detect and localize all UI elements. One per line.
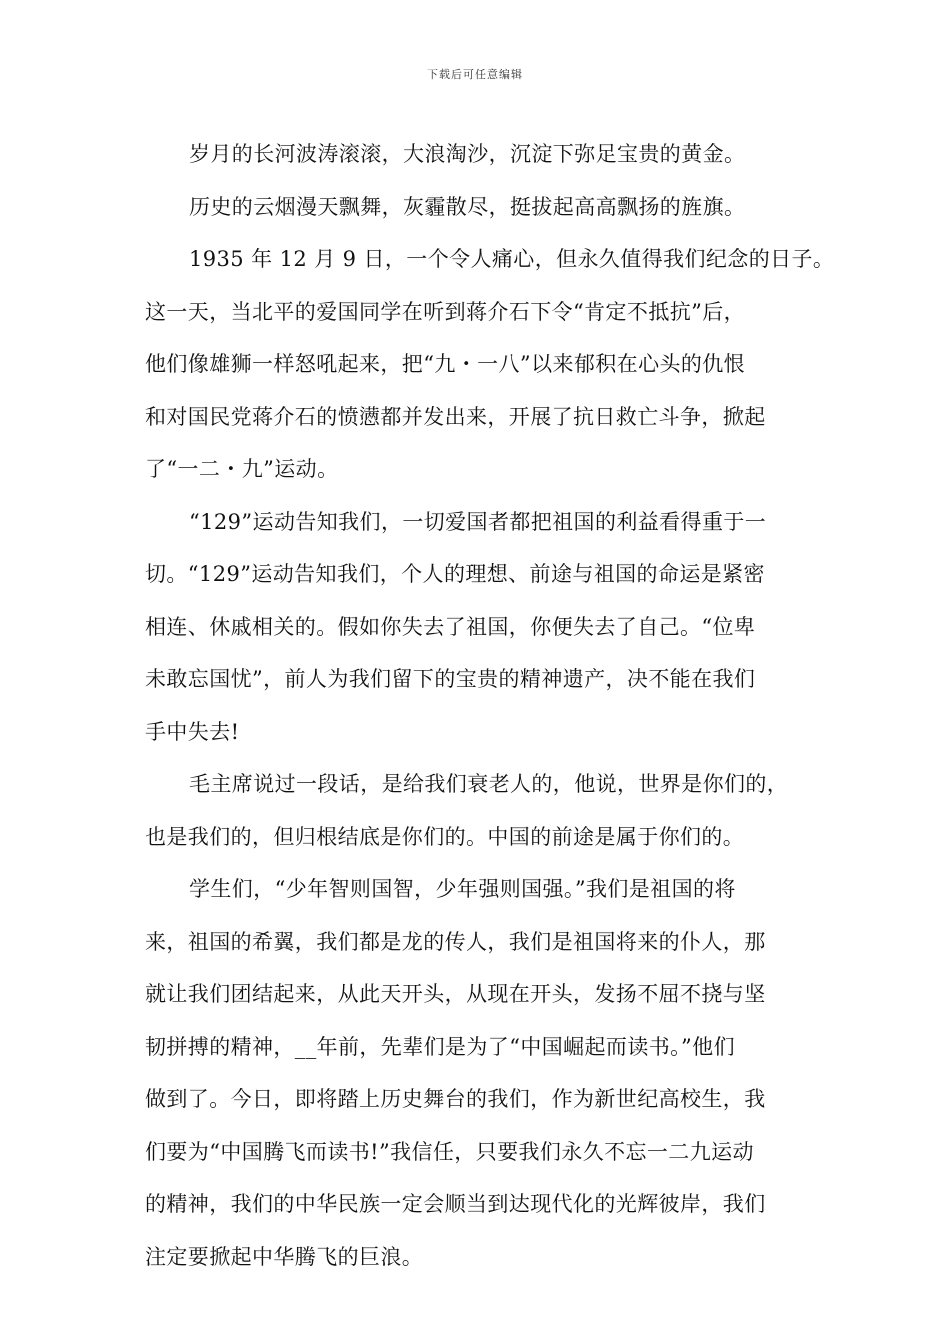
page-header: 下载后可任意编辑 [427,68,523,81]
text-line: 这一天，当北平的爱国同学在听到蒋介石下令“肯定不抵抗”后， [145,299,746,324]
text-line: 和对国民党蒋介石的愤懑都并发出来，开展了抗日救亡斗争，掀起 [145,404,766,429]
text-line: 也是我们的，但归根结底是你们的。中国的前途是属于你们的。 [145,824,745,849]
document-body [145,128,835,1283]
text-line: 们要为“中国腾飞而读书!”我信任，只要我们永久不忘一二九运动 [145,1139,754,1164]
text-line: 手中失去! [145,719,240,744]
text-line: 就让我们团结起来，从此天开头，从现在开头，发扬不屈不挠与坚 [145,982,766,1006]
text-line: 注定要掀起中华腾飞的巨浪。 [145,1244,424,1269]
text-line: 切。“129”运动告知我们，个人的理想、前途与祖国的命运是紧密 [145,562,765,586]
text-line: 了“一二・九”运动。 [145,457,339,481]
text-line: 历史的云烟漫天飘舞，灰霾散尽，挺拔起高高飘扬的旌旗。 [189,194,746,219]
text-line: 相连、休戚相关的。假如你失去了祖国，你便失去了自己。“位卑 [145,614,756,639]
text-line: 学生们，“少年智则国智，少年强则国强。”我们是祖国的将 [189,877,736,901]
text-line: 毛主席说过一段话，是给我们衰老人的，他说，世界是你们的， [189,772,789,796]
text-line: 韧拼搏的精神，__年前，先辈们是为了“中国崛起而读书。”他们 [145,1034,735,1059]
text-line: 岁月的长河波涛滚滚，大浪淘沙，沉淀下弥足宝贵的黄金。 [189,142,746,166]
text-line: “129”运动告知我们，一切爱国者都把祖国的利益看得重于一 [189,509,767,534]
text-line: 做到了。今日，即将踏上历史舞台的我们，作为新世纪高校生，我 [145,1087,766,1111]
text-line: 来，祖国的希翼，我们都是龙的传人，我们是祖国将来的仆人，那 [145,929,766,954]
text-line: 1935 年 12 月 9 日，一个令人痛心，但永久值得我们纪念的日子。 [189,247,835,271]
text-line: 的精神，我们的中华民族一定会顺当到达现代化的光辉彼岸，我们 [145,1192,766,1216]
text-line: 他们像雄狮一样怒吼起来，把“九・一八”以来郁积在心头的仇恨 [145,352,746,376]
text-line: 未敢忘国忧”，前人为我们留下的宝贵的精神遗产，决不能在我们 [145,667,756,691]
